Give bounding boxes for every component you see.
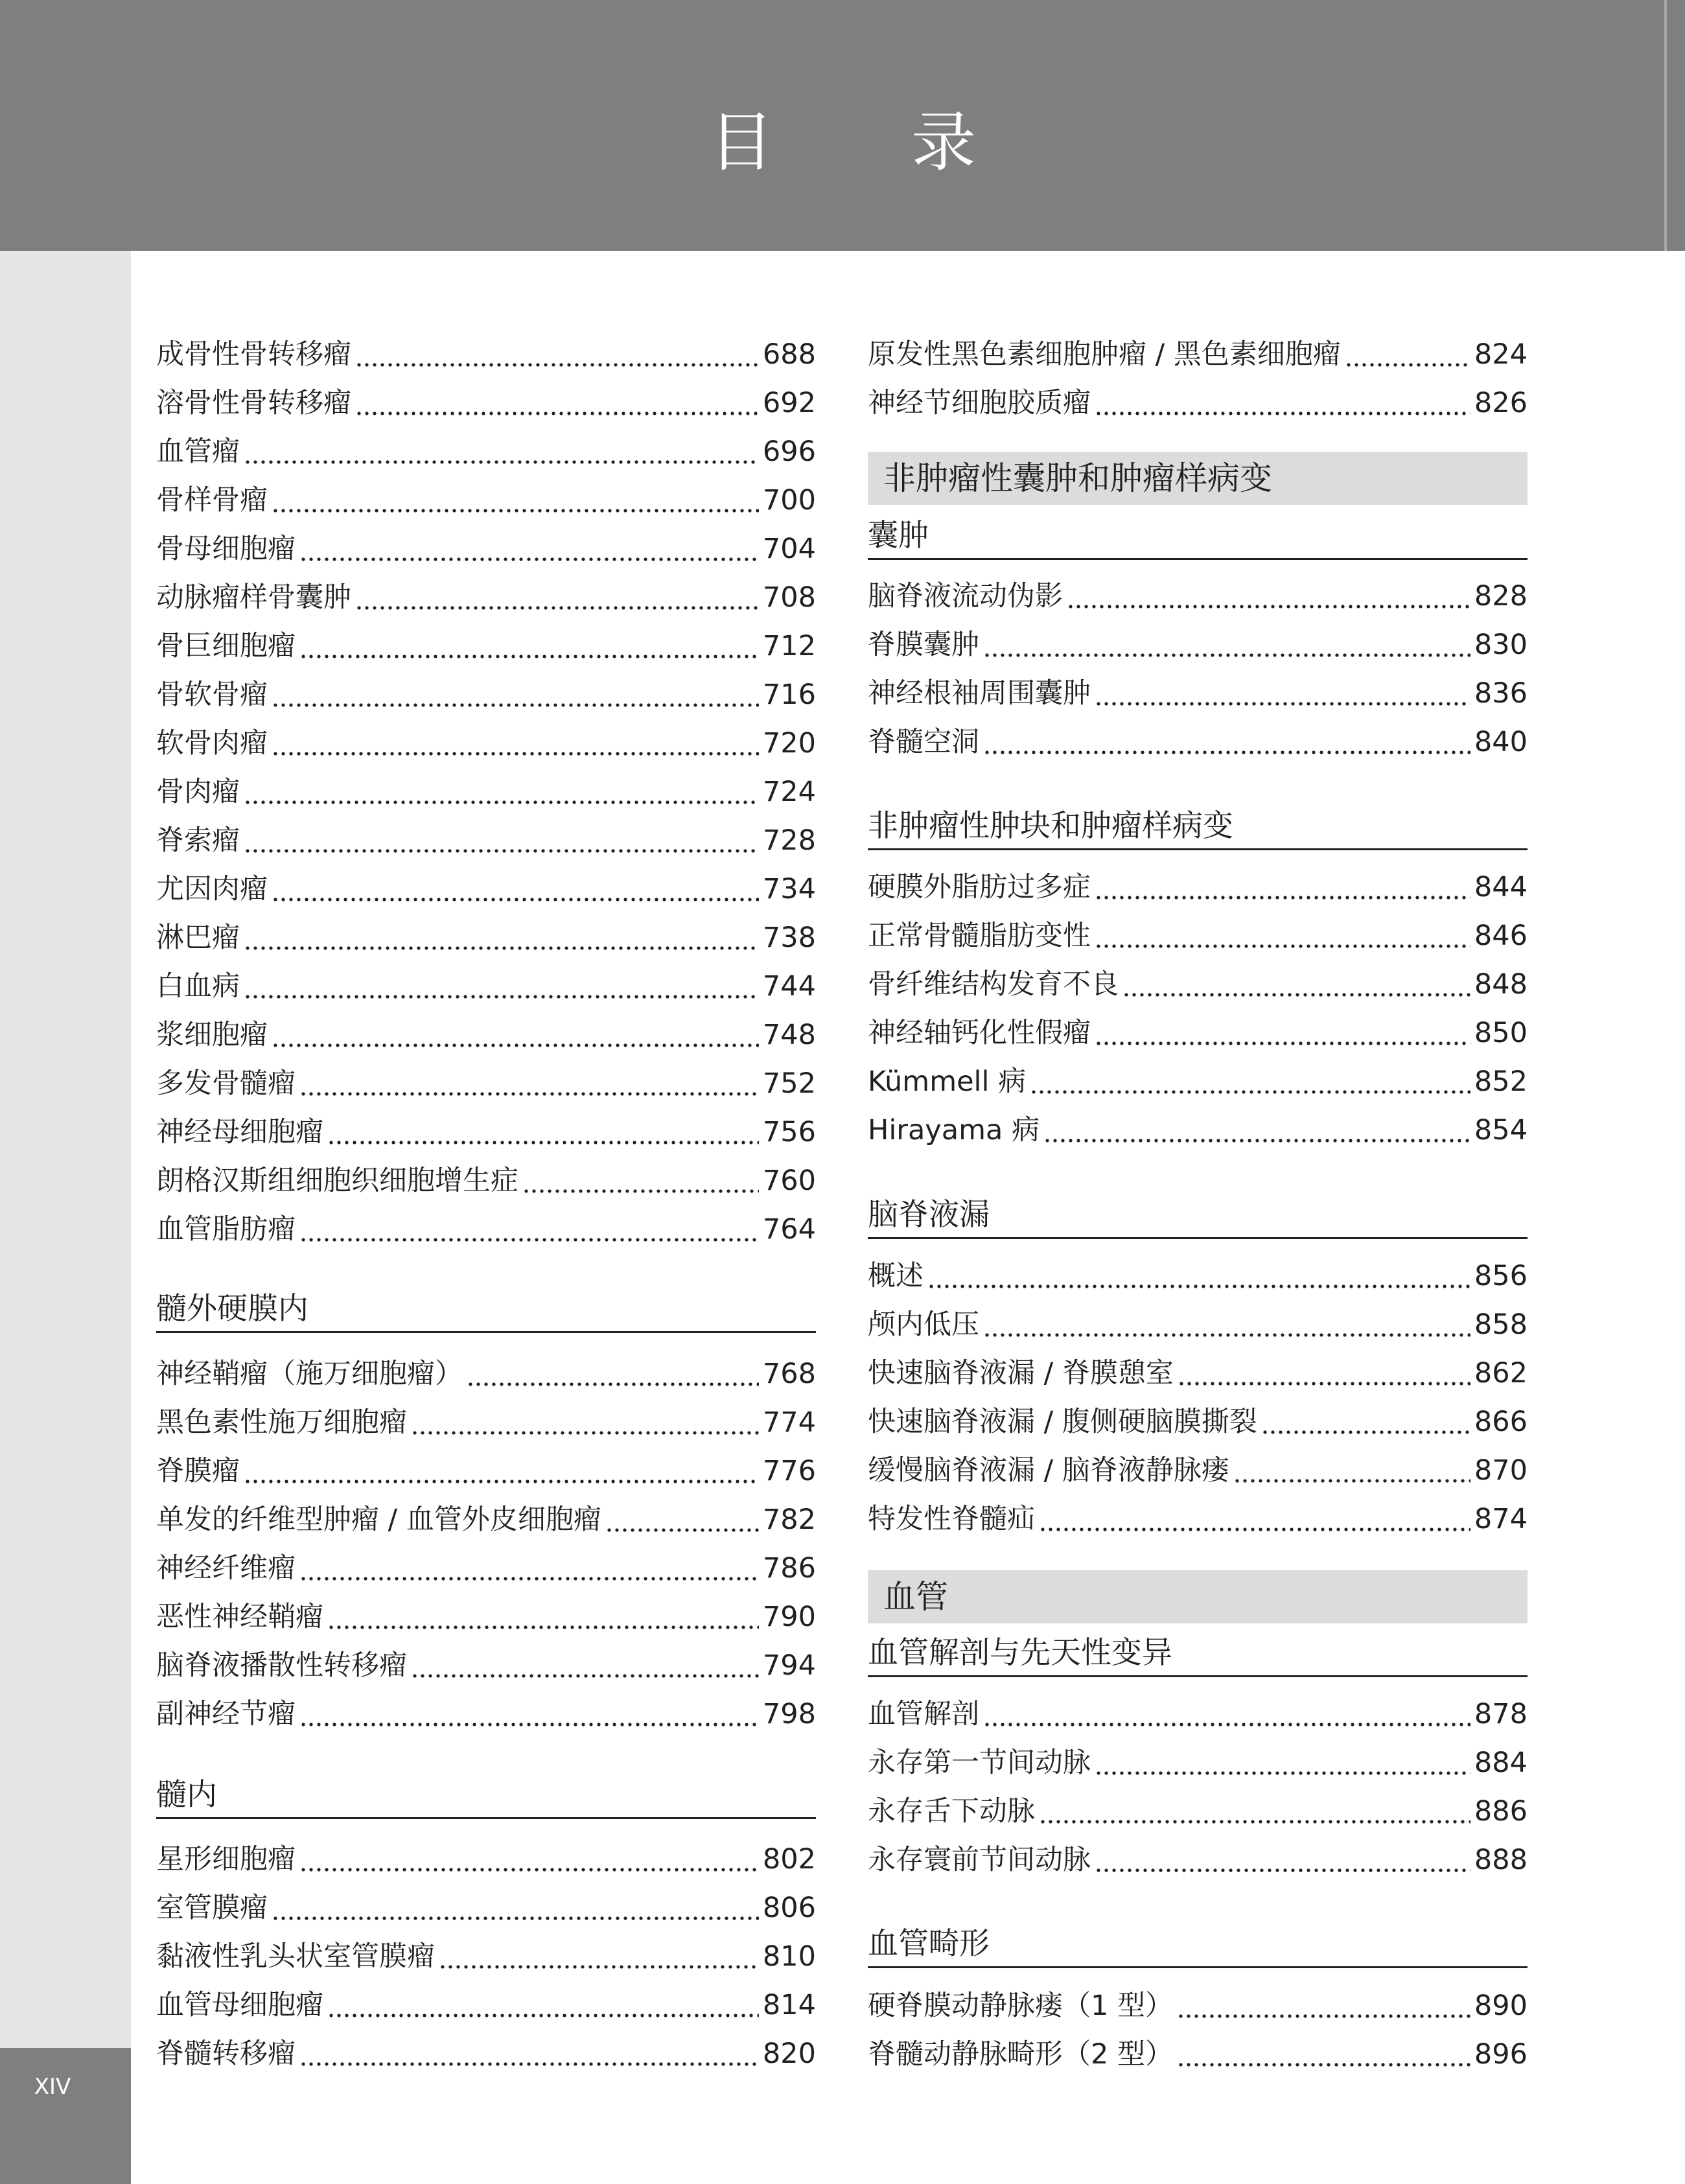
entry-page-number: 802 [762, 1843, 816, 1876]
dot-leader [1261, 1429, 1470, 1435]
dot-leader [983, 1332, 1470, 1338]
entry-title: 神经纤维瘤 [156, 1552, 296, 1585]
dot-leader [355, 410, 759, 417]
toc-entry[interactable] [156, 331, 816, 379]
entry-page-number: 862 [1474, 1357, 1528, 1389]
entry-page-number: 734 [762, 873, 816, 905]
entry-title: 神经母细胞瘤 [156, 1116, 323, 1148]
toc-entry[interactable] [868, 1349, 1528, 1398]
toc-entry[interactable] [156, 574, 816, 622]
dot-leader [1177, 2062, 1470, 2068]
entry-page-number: 890 [1474, 1990, 1528, 2022]
entry-title: 骨巨细胞瘤 [156, 630, 296, 662]
entry-page-number: 878 [1474, 1698, 1528, 1730]
entry-page-number: 814 [762, 1989, 816, 2021]
entry-page-number: 896 [1474, 2038, 1528, 2071]
toc-entry[interactable] [156, 1350, 816, 1399]
toc-entry[interactable] [868, 2030, 1528, 2079]
entry-page-number: 850 [1474, 1017, 1528, 1049]
entry-title: 恶性神经鞘瘤 [156, 1601, 323, 1633]
entry-page-number: 858 [1474, 1308, 1528, 1341]
toc-entry[interactable] [868, 960, 1528, 1009]
toc-entry[interactable] [156, 1060, 816, 1108]
entry-title: 硬脊膜动静脉瘘（1 型） [868, 1990, 1174, 2022]
entry-page-number: 884 [1474, 1747, 1528, 1779]
entry-title: 单发的纤维型肿瘤 / 血管外皮细胞瘤 [156, 1504, 601, 1536]
entry-page-number: 794 [762, 1649, 816, 1682]
entry-page-number: 768 [762, 1358, 816, 1390]
entry-page-number: 700 [762, 484, 816, 517]
toc-entry[interactable] [156, 1835, 816, 1884]
dot-leader [411, 1430, 759, 1436]
entry-title: 淋巴瘤 [156, 922, 240, 954]
section-heading: 非肿瘤性囊肿和肿瘤样病变 [868, 452, 1528, 505]
dot-leader [1039, 1818, 1470, 1825]
toc-entry[interactable] [868, 912, 1528, 960]
toc-entry[interactable] [156, 1933, 816, 1981]
entry-title: 神经根袖周围囊肿 [868, 677, 1091, 710]
dot-leader [299, 1721, 759, 1728]
dot-leader [355, 605, 759, 611]
dot-leader [299, 653, 759, 660]
dot-leader [1039, 1526, 1470, 1533]
subsection-heading: 血管畸形 [868, 1925, 1528, 1968]
entry-title: 神经节细胞胶质瘤 [868, 387, 1091, 419]
subsection-heading: 髓外硬膜内 [156, 1290, 816, 1333]
dot-leader [327, 2012, 759, 2019]
dot-leader [244, 993, 759, 1000]
entry-page-number: 728 [762, 824, 816, 857]
subsection-heading: 髓内 [156, 1776, 816, 1819]
entry-title: 星形细胞瘤 [156, 1843, 296, 1876]
entry-title: 多发骨髓瘤 [156, 1067, 296, 1100]
entry-title: 快速脑脊液漏 / 脊膜憩室 [868, 1357, 1174, 1389]
entry-page-number: 752 [762, 1067, 816, 1100]
toc-entry[interactable] [156, 1108, 816, 1157]
dot-leader [411, 1673, 759, 1679]
dot-leader [272, 507, 759, 514]
toc-entry[interactable] [868, 1982, 1528, 2030]
toc-entry[interactable] [156, 1205, 816, 1254]
entry-title: Kümmell 病 [868, 1065, 1027, 1098]
toc-entry[interactable] [156, 1399, 816, 1447]
toc-entry[interactable] [868, 572, 1528, 621]
entry-title: 尤因肉瘤 [156, 873, 268, 905]
section-heading: 血管 [868, 1570, 1528, 1623]
toc-entry[interactable] [868, 621, 1528, 669]
entry-page-number: 846 [1474, 920, 1528, 952]
entry-page-number: 886 [1474, 1795, 1528, 1828]
entry-page-number: 748 [762, 1019, 816, 1051]
dot-leader [1095, 410, 1470, 417]
dot-leader [439, 1964, 759, 1970]
entry-page-number: 852 [1474, 1065, 1528, 1098]
toc-entry[interactable] [156, 671, 816, 719]
toc-entry[interactable] [156, 1593, 816, 1642]
dot-leader [1177, 2013, 1470, 2019]
entry-title: 正常骨髓脂肪变性 [868, 920, 1091, 952]
entry-title: 原发性黑色素细胞肿瘤 / 黑色素细胞瘤 [868, 338, 1341, 371]
toc-entry[interactable] [156, 1690, 816, 1739]
entry-page-number: 806 [762, 1892, 816, 1924]
dot-leader [1095, 1770, 1470, 1776]
dot-leader [1122, 992, 1470, 998]
entry-page-number: 692 [762, 387, 816, 419]
left-margin-strip [0, 251, 131, 2184]
subsection-heading: 血管解剖与先天性变异 [868, 1634, 1528, 1677]
entry-page-number: 756 [762, 1116, 816, 1148]
dot-leader [1043, 1137, 1470, 1144]
toc-entry[interactable] [156, 817, 816, 865]
entry-title: 浆细胞瘤 [156, 1019, 268, 1051]
page-number: XIV [34, 2074, 71, 2100]
entry-title: 血管脂肪瘤 [156, 1213, 296, 1246]
toc-entry[interactable] [868, 1009, 1528, 1058]
dot-leader [983, 652, 1470, 658]
dot-leader [272, 750, 759, 757]
entry-page-number: 810 [762, 1940, 816, 1973]
entry-title: 脊髓动静脉畸形（2 型） [868, 2038, 1174, 2071]
entry-title: 朗格汉斯组细胞织细胞增生症 [156, 1165, 518, 1197]
toc-entry[interactable] [868, 1398, 1528, 1446]
dot-leader [272, 896, 759, 903]
dot-leader [1178, 1380, 1470, 1387]
toc-entry[interactable] [868, 863, 1528, 912]
entry-page-number: 828 [1474, 580, 1528, 612]
dot-leader [522, 1188, 759, 1194]
dot-leader [1095, 1040, 1470, 1047]
entry-page-number: 724 [762, 776, 816, 808]
dot-leader [1095, 701, 1470, 707]
entry-page-number: 688 [762, 338, 816, 371]
entry-page-number: 696 [762, 436, 816, 468]
dot-leader [272, 1042, 759, 1049]
entry-page-number: 830 [1474, 629, 1528, 661]
entry-page-number: 790 [762, 1601, 816, 1633]
entry-title: 室管膜瘤 [156, 1892, 268, 1924]
entry-page-number: 826 [1474, 387, 1528, 419]
entry-title: 软骨肉瘤 [156, 727, 268, 760]
dot-leader [299, 1866, 759, 1873]
toc-entry[interactable] [868, 1106, 1528, 1155]
toc-entry[interactable] [156, 1544, 816, 1593]
entry-title: 脊膜瘤 [156, 1455, 240, 1487]
entry-title: 永存第一节间动脉 [868, 1747, 1091, 1779]
entry-title: 骨软骨瘤 [156, 679, 268, 711]
toc-entry[interactable] [868, 1495, 1528, 1544]
entry-title: 特发性脊髓疝 [868, 1503, 1035, 1535]
dot-leader [272, 702, 759, 708]
entry-page-number: 782 [762, 1504, 816, 1536]
entry-title: 骨样骨瘤 [156, 484, 268, 517]
dot-leader [1030, 1089, 1470, 1095]
entry-page-number: 870 [1474, 1454, 1528, 1487]
toc-entry[interactable] [156, 428, 816, 476]
toc-entry[interactable] [156, 914, 816, 962]
entry-page-number: 774 [762, 1406, 816, 1439]
dot-leader [983, 1721, 1470, 1728]
dot-leader [244, 945, 759, 951]
toc-entry[interactable] [868, 1252, 1528, 1301]
dot-leader [299, 1575, 759, 1582]
dot-leader [1095, 894, 1470, 901]
entry-page-number: 824 [1474, 338, 1528, 371]
dot-leader [299, 2061, 759, 2067]
entry-title: 溶骨性骨转移瘤 [156, 387, 351, 419]
entry-page-number: 874 [1474, 1503, 1528, 1535]
entry-page-number: 888 [1474, 1844, 1528, 1876]
entry-title: 永存舌下动脉 [868, 1795, 1035, 1828]
entry-page-number: 848 [1474, 968, 1528, 1001]
entry-page-number: 836 [1474, 677, 1528, 710]
toc-entry[interactable] [156, 525, 816, 574]
toc-entry[interactable] [868, 1301, 1528, 1349]
entry-title: 快速脑脊液漏 / 腹侧硬脑膜撕裂 [868, 1406, 1257, 1438]
dot-leader [467, 1381, 759, 1388]
entry-page-number: 716 [762, 679, 816, 711]
toc-entry[interactable] [156, 476, 816, 525]
entry-title: 骨母细胞瘤 [156, 533, 296, 565]
entry-page-number: 798 [762, 1698, 816, 1730]
dot-leader [327, 1624, 759, 1631]
entry-page-number: 720 [762, 727, 816, 760]
entry-title: 脊髓转移瘤 [156, 2038, 296, 2070]
dot-leader [1095, 943, 1470, 949]
subsection-heading: 囊肿 [868, 517, 1528, 560]
entry-title: 黑色素性施万细胞瘤 [156, 1406, 407, 1439]
entry-title: 脊膜囊肿 [868, 629, 979, 661]
entry-page-number: 856 [1474, 1260, 1528, 1292]
toc-entry[interactable] [156, 1447, 816, 1496]
entry-page-number: 820 [762, 2038, 816, 2070]
entry-page-number: 712 [762, 630, 816, 662]
dot-leader [927, 1283, 1470, 1290]
dot-leader [299, 1237, 759, 1243]
entry-title: 神经轴钙化性假瘤 [868, 1017, 1091, 1049]
toc-entry[interactable] [868, 1690, 1528, 1739]
dot-leader [299, 556, 759, 563]
entry-title: 血管母细胞瘤 [156, 1989, 323, 2021]
dot-leader [244, 848, 759, 854]
entry-page-number: 854 [1474, 1114, 1528, 1146]
entry-page-number: 840 [1474, 726, 1528, 758]
entry-title: 动脉瘤样骨囊肿 [156, 581, 351, 614]
dot-leader [299, 1091, 759, 1097]
entry-title: 黏液性乳头状室管膜瘤 [156, 1940, 435, 1973]
dot-leader [1095, 1867, 1470, 1874]
toc-entry[interactable] [868, 669, 1528, 718]
entry-title: 脑脊液播散性转移瘤 [156, 1649, 407, 1682]
entry-title: 成骨性骨转移瘤 [156, 338, 351, 371]
dot-leader [355, 362, 759, 368]
entry-title: 硬膜外脂肪过多症 [868, 871, 1091, 903]
toc-entry[interactable] [868, 1058, 1528, 1106]
dot-leader [1345, 362, 1470, 368]
entry-page-number: 744 [762, 970, 816, 1003]
entry-title: Hirayama 病 [868, 1114, 1040, 1146]
entry-title: 神经鞘瘤（施万细胞瘤） [156, 1358, 463, 1390]
toc-entry[interactable] [156, 379, 816, 428]
toc-entry[interactable] [868, 1739, 1528, 1787]
entry-title: 副神经节瘤 [156, 1698, 296, 1730]
entry-title: 骨肉瘤 [156, 776, 240, 808]
entry-title: 脑脊液流动伪影 [868, 580, 1063, 612]
dot-leader [244, 459, 759, 465]
toc-entry[interactable] [868, 331, 1528, 379]
entry-page-number: 764 [762, 1213, 816, 1246]
page-number-tab [0, 2048, 131, 2184]
entry-page-number: 776 [762, 1455, 816, 1487]
subsection-heading: 非肿瘤性肿块和肿瘤样病变 [868, 807, 1528, 850]
toc-entry[interactable] [156, 768, 816, 817]
toc-entry[interactable] [868, 1787, 1528, 1836]
toc-entry[interactable] [156, 622, 816, 671]
toc-entry[interactable] [868, 718, 1528, 767]
dot-leader [983, 749, 1470, 756]
dot-leader [244, 799, 759, 806]
entry-title: 骨纤维结构发育不良 [868, 968, 1119, 1001]
subsection-heading: 脑脊液漏 [868, 1196, 1528, 1239]
entry-page-number: 738 [762, 922, 816, 954]
toc-entry[interactable] [868, 379, 1528, 428]
entry-page-number: 708 [762, 581, 816, 614]
entry-page-number: 786 [762, 1552, 816, 1585]
entry-page-number: 844 [1474, 871, 1528, 903]
toc-entry[interactable] [156, 1157, 816, 1205]
entry-page-number: 866 [1474, 1406, 1528, 1438]
entry-title: 概述 [868, 1260, 924, 1292]
dot-leader [272, 1915, 759, 1922]
entry-title: 血管解剖 [868, 1698, 979, 1730]
dot-leader [1067, 603, 1470, 610]
entry-title: 血管瘤 [156, 436, 240, 468]
page-title: 目 录 [709, 104, 1034, 180]
entry-title: 颅内低压 [868, 1308, 979, 1341]
entry-title: 永存寰前节间动脉 [868, 1844, 1091, 1876]
entry-page-number: 760 [762, 1165, 816, 1197]
toc-entry[interactable] [868, 1446, 1528, 1495]
dot-leader [605, 1527, 759, 1533]
toc-entry[interactable] [156, 2030, 816, 2078]
dot-leader [1233, 1478, 1470, 1484]
entry-title: 白血病 [156, 970, 240, 1003]
entry-page-number: 704 [762, 533, 816, 565]
toc-entry[interactable] [156, 1981, 816, 2030]
entry-title: 脊髓空洞 [868, 726, 979, 758]
toc-entry[interactable] [156, 719, 816, 768]
toc-entry[interactable] [156, 865, 816, 914]
entry-title: 脊索瘤 [156, 824, 240, 857]
toc-entry[interactable] [156, 1642, 816, 1690]
entry-title: 缓慢脑脊液漏 / 脑脊液静脉瘘 [868, 1454, 1229, 1487]
toc-entry[interactable] [156, 1496, 816, 1544]
toc-entry[interactable] [156, 1011, 816, 1060]
dot-leader [327, 1139, 759, 1146]
dot-leader [244, 1478, 759, 1485]
toc-entry[interactable] [156, 962, 816, 1011]
toc-entry[interactable] [868, 1836, 1528, 1885]
toc-entry[interactable] [156, 1884, 816, 1933]
